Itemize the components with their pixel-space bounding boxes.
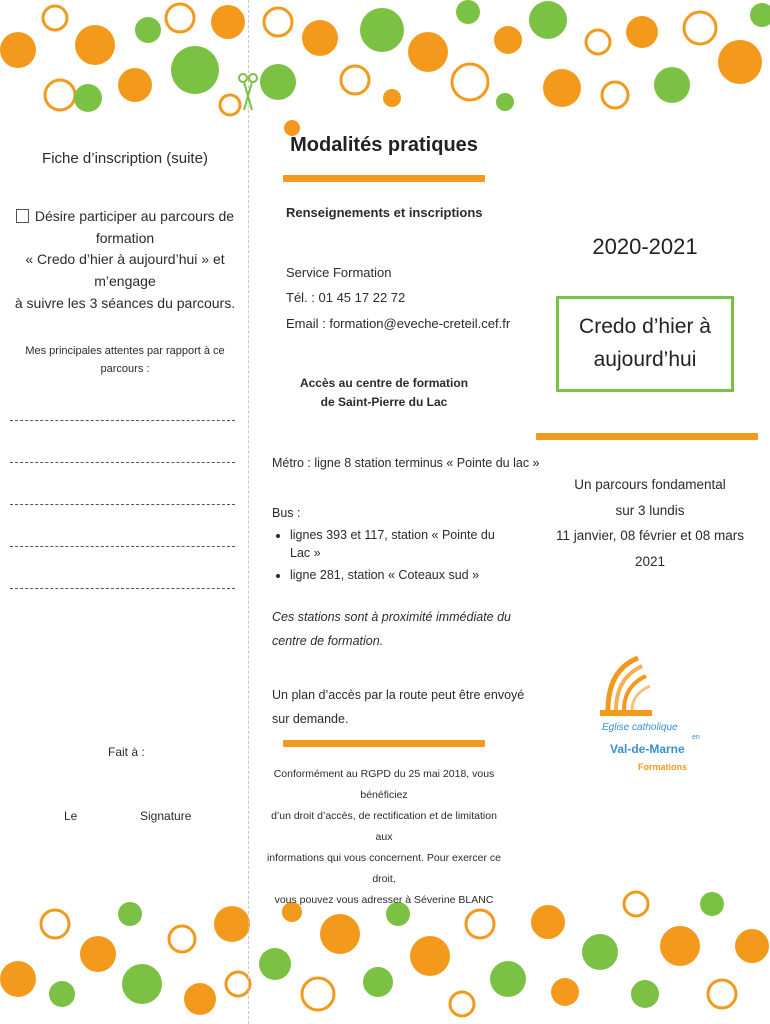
year-label: 2020-2021 — [592, 234, 698, 259]
participation-checkbox-block — [4, 206, 246, 314]
checkbox-text-line1: Désire participer au parcours de formation — [34, 208, 235, 246]
plan-line2: sur demande. — [272, 711, 349, 726]
rgpd-notice — [262, 764, 506, 911]
subtitle-line1: Un parcours fondamental — [574, 477, 726, 492]
signature-label: Signature — [140, 809, 192, 823]
attentes-line-field-4[interactable] — [10, 546, 235, 547]
attentes-line-field-1[interactable] — [10, 420, 235, 421]
bus-label: Bus : — [272, 506, 301, 520]
renseignements-heading: Renseignements et inscriptions — [286, 205, 483, 220]
stations-note-line2: centre de formation. — [272, 633, 384, 648]
email-address[interactable]: Email : formation@eveche-creteil.cef.fr — [286, 315, 511, 331]
inscription-heading: Fiche d’inscription (suite) — [42, 150, 208, 167]
attentes-label — [10, 343, 240, 378]
plan-line1: Un plan d’accès par la route peut être envoyé — [272, 688, 525, 702]
fait-a-label: Fait à : — [108, 745, 145, 759]
subtitle-line3: 11 janvier, 08 février et 08 mars 2021 — [555, 528, 745, 569]
orange-bar-right — [536, 433, 758, 440]
attentes-line2: parcours : — [100, 362, 150, 375]
acces-heading-line1: Accès au centre de formation — [299, 376, 469, 390]
attentes-line-field-5[interactable] — [10, 588, 235, 589]
date-label: Le — [64, 809, 78, 823]
logo-text-line1: Eglise catholique — [602, 722, 678, 733]
logo-text-line2: en — [692, 734, 700, 741]
top-dots-decoration — [0, 0, 770, 140]
phone-number[interactable]: Tél. : 01 45 17 22 72 — [286, 290, 406, 306]
bus-item: • lignes 393 et 117, station « Pointe du Lac » — [290, 526, 512, 562]
service-name: Service Formation — [286, 265, 392, 280]
rgpd-line1: Conformément au RGPD du 25 mai 2018, vous bénéficiez — [273, 768, 495, 801]
logo-text-line3: Val-de-Marne — [610, 742, 685, 756]
subtitle-line2: sur 3 lundis — [615, 502, 685, 518]
checkbox-text-line2: « Credo d’hier à aujourd’hui » et m’engage — [25, 251, 225, 290]
diocese-logo — [598, 650, 708, 790]
rgpd-line4: vous pouvez vous adresser à Séverine BLANC — [274, 894, 494, 906]
title-line1: Credo d’hier à — [579, 315, 711, 339]
stations-note-line1: Ces stations sont à proximité immédiate du — [272, 610, 511, 624]
rgpd-line3: informations qui vous concernent. Pour exercer ce droit, — [266, 852, 502, 885]
bus-info — [272, 504, 512, 589]
rgpd-line2: d’un droit d’accès, de rectification et de limitation aux — [271, 810, 497, 843]
title-box — [556, 296, 734, 392]
orange-bar-bottom — [283, 740, 485, 747]
bus-item: • ligne 281, station « Coteaux sud » — [290, 566, 512, 584]
contact-block — [286, 260, 510, 336]
fold-line-right — [513, 0, 514, 1024]
acces-heading — [268, 374, 500, 412]
participation-checkbox[interactable] — [16, 209, 29, 223]
checkbox-text-line3: à suivre les 3 séances du parcours. — [14, 294, 236, 311]
attentes-line1: Mes principales attentes par rapport à ce — [25, 345, 225, 357]
parcours-description — [540, 472, 760, 575]
metro-info: Métro : ligne 8 station terminus « Pointe du lac » — [272, 456, 540, 470]
plan-acces-note — [272, 684, 524, 732]
attentes-line-field-2[interactable] — [10, 462, 235, 463]
modalites-title: Modalités pratiques — [290, 134, 478, 156]
scissors-icon — [238, 70, 258, 112]
title-line2: aujourd’hui — [593, 348, 697, 371]
stations-note — [272, 606, 511, 654]
bus-list — [272, 526, 512, 584]
acces-heading-line2: de Saint-Pierre du Lac — [320, 395, 448, 410]
orange-bar-top — [283, 175, 485, 182]
logo-text-line4: Formations — [638, 762, 688, 772]
attentes-line-field-3[interactable] — [10, 504, 235, 505]
logo-emblem-icon — [600, 650, 660, 720]
